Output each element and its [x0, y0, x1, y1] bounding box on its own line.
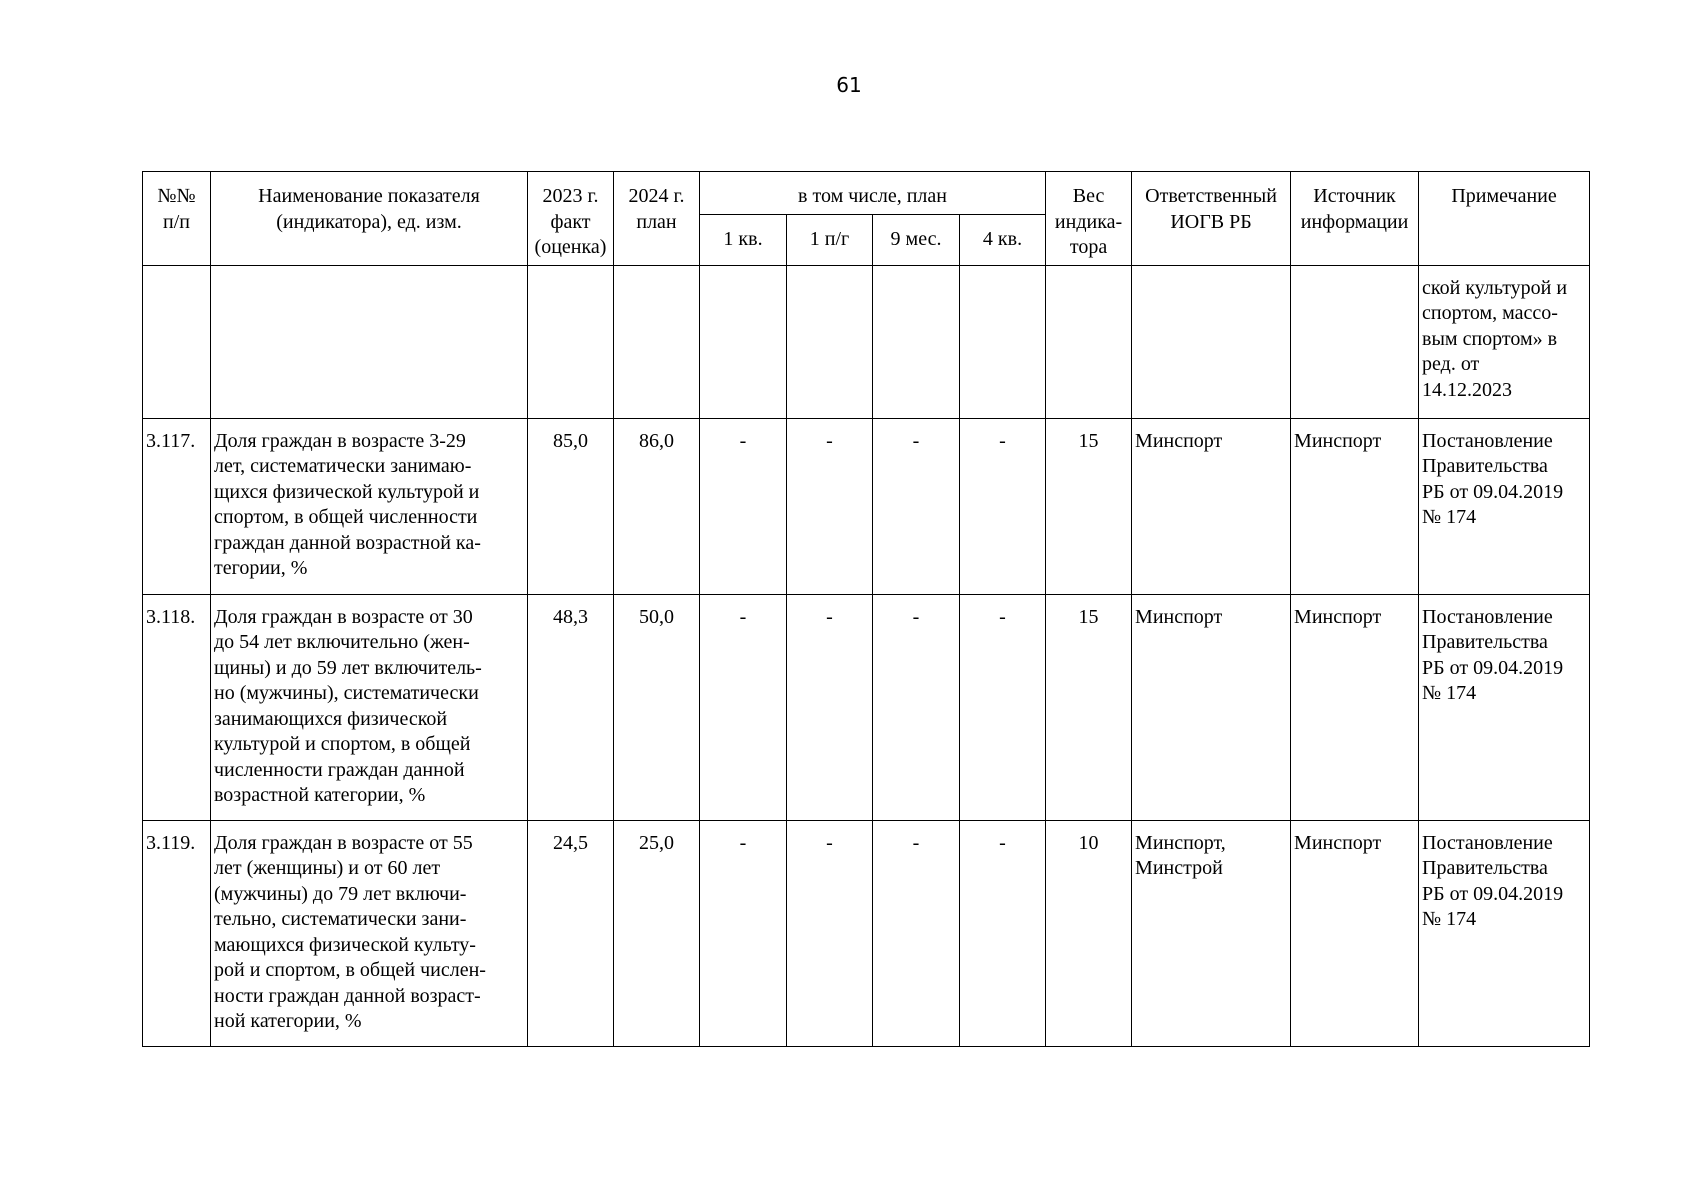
- cell-fact-2023: 48,3: [528, 594, 614, 820]
- responsible-line: Минспорт: [1135, 605, 1223, 628]
- cell-weight: 15: [1046, 594, 1132, 820]
- cell-9m: -: [873, 820, 960, 1046]
- cell-note: [1419, 820, 1590, 1046]
- cell-num: 3.118.: [143, 594, 211, 820]
- header-including-plan: в том числе, план: [700, 172, 1046, 215]
- cell-q1: -: [700, 418, 787, 594]
- cell-q4: [960, 265, 1046, 418]
- note-line: № 174: [1422, 506, 1477, 528]
- header-responsible: [1132, 172, 1291, 266]
- name-line: ной категории, %: [214, 1010, 362, 1032]
- indicators-table: [142, 171, 1590, 1047]
- header-num-line: п/п: [163, 210, 190, 233]
- name-line: Доля граждан в возрасте от 30: [214, 605, 473, 628]
- cell-q4: -: [960, 418, 1046, 594]
- name-line: тегории, %: [214, 557, 308, 579]
- header-num-line: №№: [157, 185, 196, 207]
- header-plan-2024: [614, 172, 700, 266]
- name-line: до 54 лет включительно (жен-: [214, 631, 470, 653]
- cell-weight: 15: [1046, 418, 1132, 594]
- header-fact-2023: [528, 172, 614, 266]
- cell-fact-2023: 24,5: [528, 820, 614, 1046]
- cell-9m: [873, 265, 960, 418]
- cell-num: 3.117.: [143, 418, 211, 594]
- header-weight: [1046, 172, 1132, 266]
- name-line: мающихся физической культу-: [214, 933, 476, 956]
- note-line: РБ от 09.04.2019: [1422, 882, 1564, 905]
- header-q1: 1 кв.: [700, 214, 787, 265]
- table-row: [143, 418, 1590, 594]
- cell-note: [1419, 265, 1590, 418]
- cell-source: Минспорт: [1291, 418, 1419, 594]
- header-9m: 9 мес.: [873, 214, 960, 265]
- note-line: спортом, массо-: [1422, 302, 1558, 324]
- cell-source: [1291, 265, 1419, 418]
- cell-name: [211, 594, 528, 820]
- cell-name: [211, 418, 528, 594]
- header-responsible-line: Ответственный: [1145, 185, 1277, 207]
- responsible-line: Минстрой: [1135, 857, 1223, 879]
- cell-source: Минспорт: [1291, 594, 1419, 820]
- note-line: ред. от: [1422, 353, 1480, 375]
- name-line: численности граждан данной: [214, 758, 465, 781]
- note-line: Постановление: [1422, 429, 1553, 452]
- header-weight-line: Вес: [1072, 185, 1105, 207]
- cell-q1: [700, 265, 787, 418]
- header-weight-line: тора: [1069, 236, 1108, 258]
- name-line: возрастной категории, %: [214, 784, 426, 806]
- cell-plan-2024: 50,0: [614, 594, 700, 820]
- header-q4: 4 кв.: [960, 214, 1046, 265]
- note-line: № 174: [1422, 682, 1477, 704]
- header-source-line: Источник: [1313, 185, 1396, 207]
- header-source-line: информации: [1300, 210, 1409, 233]
- note-line: Правительства: [1422, 631, 1548, 653]
- cell-weight: 10: [1046, 820, 1132, 1046]
- cell-9m: -: [873, 418, 960, 594]
- header-fact-line: факт: [550, 210, 591, 233]
- header-name-line: (индикатора), ед. изм.: [276, 210, 462, 233]
- cell-h1: [787, 265, 873, 418]
- cell-h1: -: [787, 418, 873, 594]
- table-row: [143, 820, 1590, 1046]
- cell-responsible: [1132, 594, 1291, 820]
- name-line: занимающихся физической: [214, 707, 448, 730]
- cell-num: 3.119.: [143, 820, 211, 1046]
- note-line: вым спортом» в: [1422, 327, 1558, 350]
- header-fact-line: (оценка): [534, 236, 607, 258]
- note-line: РБ от 09.04.2019: [1422, 656, 1564, 679]
- table-row-continuation: [143, 265, 1590, 418]
- cell-responsible: [1132, 820, 1291, 1046]
- header-name-line: Наименование показателя: [258, 185, 480, 207]
- note-line: ской культурой и: [1422, 276, 1568, 299]
- cell-responsible: [1132, 265, 1291, 418]
- cell-h1: -: [787, 594, 873, 820]
- header-name: [211, 172, 528, 266]
- cell-name: [211, 265, 528, 418]
- name-line: ности граждан данной возраст-: [214, 984, 481, 1007]
- name-line: спортом, в общей численности: [214, 506, 478, 528]
- note-line: Правительства: [1422, 857, 1548, 879]
- cell-q4: -: [960, 594, 1046, 820]
- cell-plan-2024: 25,0: [614, 820, 700, 1046]
- name-line: лет (женщины) и от 60 лет: [214, 857, 441, 879]
- cell-plan-2024: [614, 265, 700, 418]
- cell-fact-2023: 85,0: [528, 418, 614, 594]
- name-line: (мужчины) до 79 лет включи-: [214, 882, 467, 905]
- name-line: тельно, систематически зани-: [214, 908, 467, 930]
- name-line: щины) и до 59 лет включитель-: [214, 656, 482, 679]
- cell-name: [211, 820, 528, 1046]
- cell-q1: -: [700, 820, 787, 1046]
- cell-num: [143, 265, 211, 418]
- cell-q4: -: [960, 820, 1046, 1046]
- name-line: культурой и спортом, в общей: [214, 733, 471, 755]
- name-line: рой и спортом, в общей числен-: [214, 959, 486, 981]
- note-line: РБ от 09.04.2019: [1422, 480, 1564, 503]
- name-line: щихся физической культурой и: [214, 480, 480, 503]
- note-line: Правительства: [1422, 455, 1548, 477]
- table-row: [143, 594, 1590, 820]
- cell-q1: -: [700, 594, 787, 820]
- cell-9m: -: [873, 594, 960, 820]
- responsible-line: Минспорт: [1135, 429, 1223, 452]
- note-line: Постановление: [1422, 605, 1553, 628]
- note-line: № 174: [1422, 908, 1477, 930]
- header-plan-line: план: [636, 210, 677, 233]
- cell-note: [1419, 418, 1590, 594]
- name-line: но (мужчины), систематически: [214, 682, 479, 704]
- header-num: [143, 172, 211, 266]
- cell-h1: -: [787, 820, 873, 1046]
- note-line: 14.12.2023: [1422, 378, 1513, 401]
- name-line: граждан данной возрастной ка-: [214, 531, 481, 554]
- header-responsible-line: ИОГВ РБ: [1170, 210, 1252, 233]
- name-line: лет, систематически занимаю-: [214, 455, 472, 477]
- responsible-line: Минспорт,: [1135, 831, 1226, 854]
- cell-source: Минспорт: [1291, 820, 1419, 1046]
- header-h1: 1 п/г: [787, 214, 873, 265]
- header-weight-line: индика-: [1054, 210, 1123, 233]
- page-number: 61: [836, 73, 862, 97]
- name-line: Доля граждан в возрасте 3-29: [214, 429, 466, 452]
- cell-note: [1419, 594, 1590, 820]
- header-note: Примечание: [1419, 172, 1590, 266]
- cell-plan-2024: 86,0: [614, 418, 700, 594]
- header-fact-line: 2023 г.: [542, 185, 599, 207]
- note-line: Постановление: [1422, 831, 1553, 854]
- header-source: [1291, 172, 1419, 266]
- name-line: Доля граждан в возрасте от 55: [214, 831, 473, 854]
- cell-weight: [1046, 265, 1132, 418]
- header-plan-line: 2024 г.: [628, 185, 685, 207]
- header-row: [143, 172, 1590, 215]
- cell-fact-2023: [528, 265, 614, 418]
- cell-responsible: [1132, 418, 1291, 594]
